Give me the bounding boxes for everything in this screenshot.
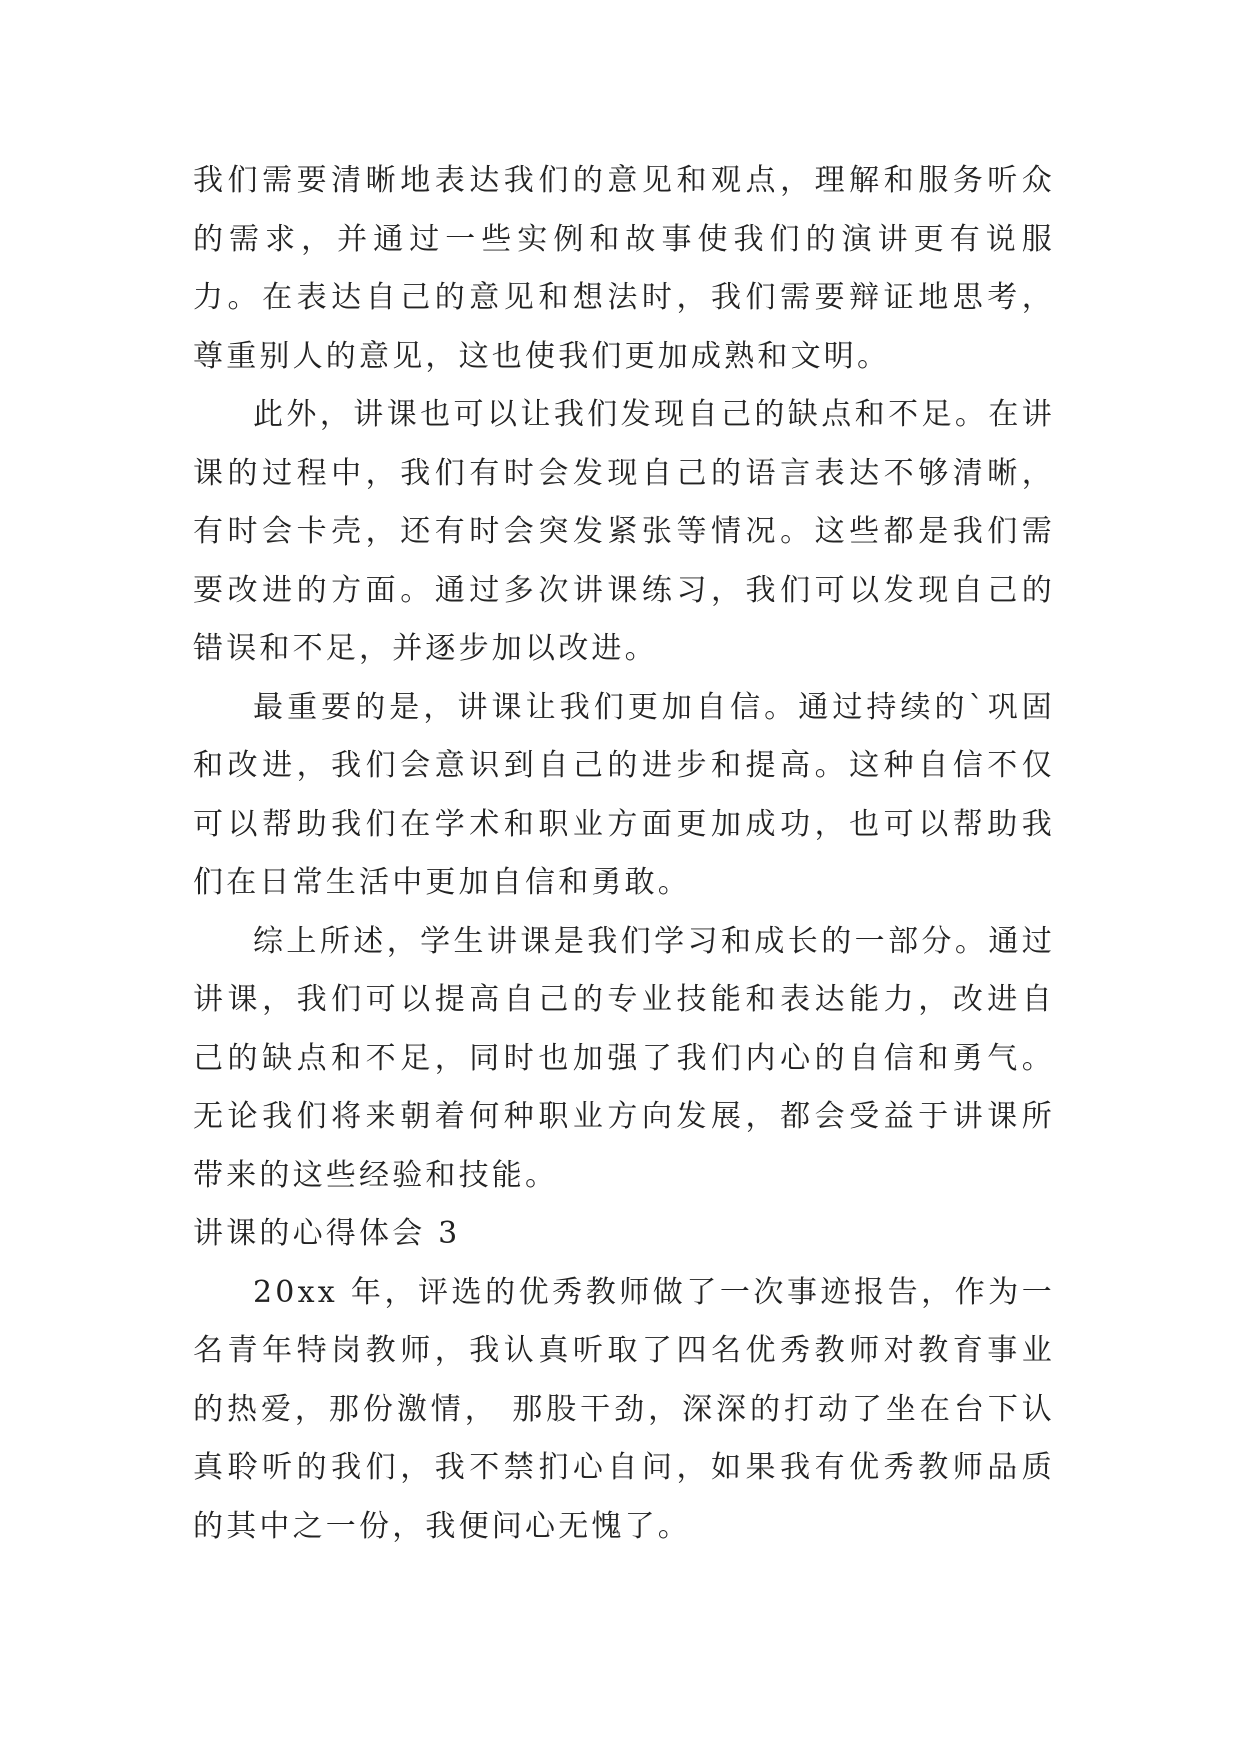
paragraph-4: 综上所述，学生讲课是我们学习和成长的一部分。通过讲课，我们可以提高自己的专业技能和表达能力，改进自己的缺点和不足，同时也加强了我们内心的自信和勇气。无论我们将来朝着何种职业方向发展，都会受益于讲课所带来的这些经验和技能。 <box>193 923 1055 1193</box>
paragraph-3: 最重要的是，讲课让我们更加自信。通过持续的`巩固和改进，我们会意识到自己的进步和提高。这种自信不仅可以帮助我们在学术和职业方面更加成功，也可以帮助我们在日常生活中更加自信和勇敢。 <box>193 689 1055 900</box>
section-paragraph-1: 20xx 年，评选的优秀教师做了一次事迹报告，作为一名青年特岗教师，我认真听取了四名优秀教师对教育事业的热爱，那份激情， 那股干劲，深深的打动了坐在台下认真聆听的我们，我不禁扪心自问，如果我有优秀教师品质的其中之一份，我便问心无愧了。 <box>193 1274 1055 1544</box>
document-page <box>193 152 1055 1556</box>
paragraph-1: 我们需要清晰地表达我们的意见和观点，理解和服务听众的需求，并通过一些实例和故事使我们的演讲更有说服力。在表达自己的意见和想法时，我们需要辩证地思考，尊重别人的意见，这也使我们更加成熟和文明。 <box>193 163 1055 374</box>
section-heading: 讲课的心得体会 3 <box>193 1216 461 1251</box>
paragraph-2: 此外，讲课也可以让我们发现自己的缺点和不足。在讲课的过程中，我们有时会发现自己的语言表达不够清晰，有时会卡壳，还有时会突发紧张等情况。这些都是我们需要改进的方面。通过多次讲课练习，我们可以发现自己的错误和不足，并逐步加以改进。 <box>193 397 1055 666</box>
